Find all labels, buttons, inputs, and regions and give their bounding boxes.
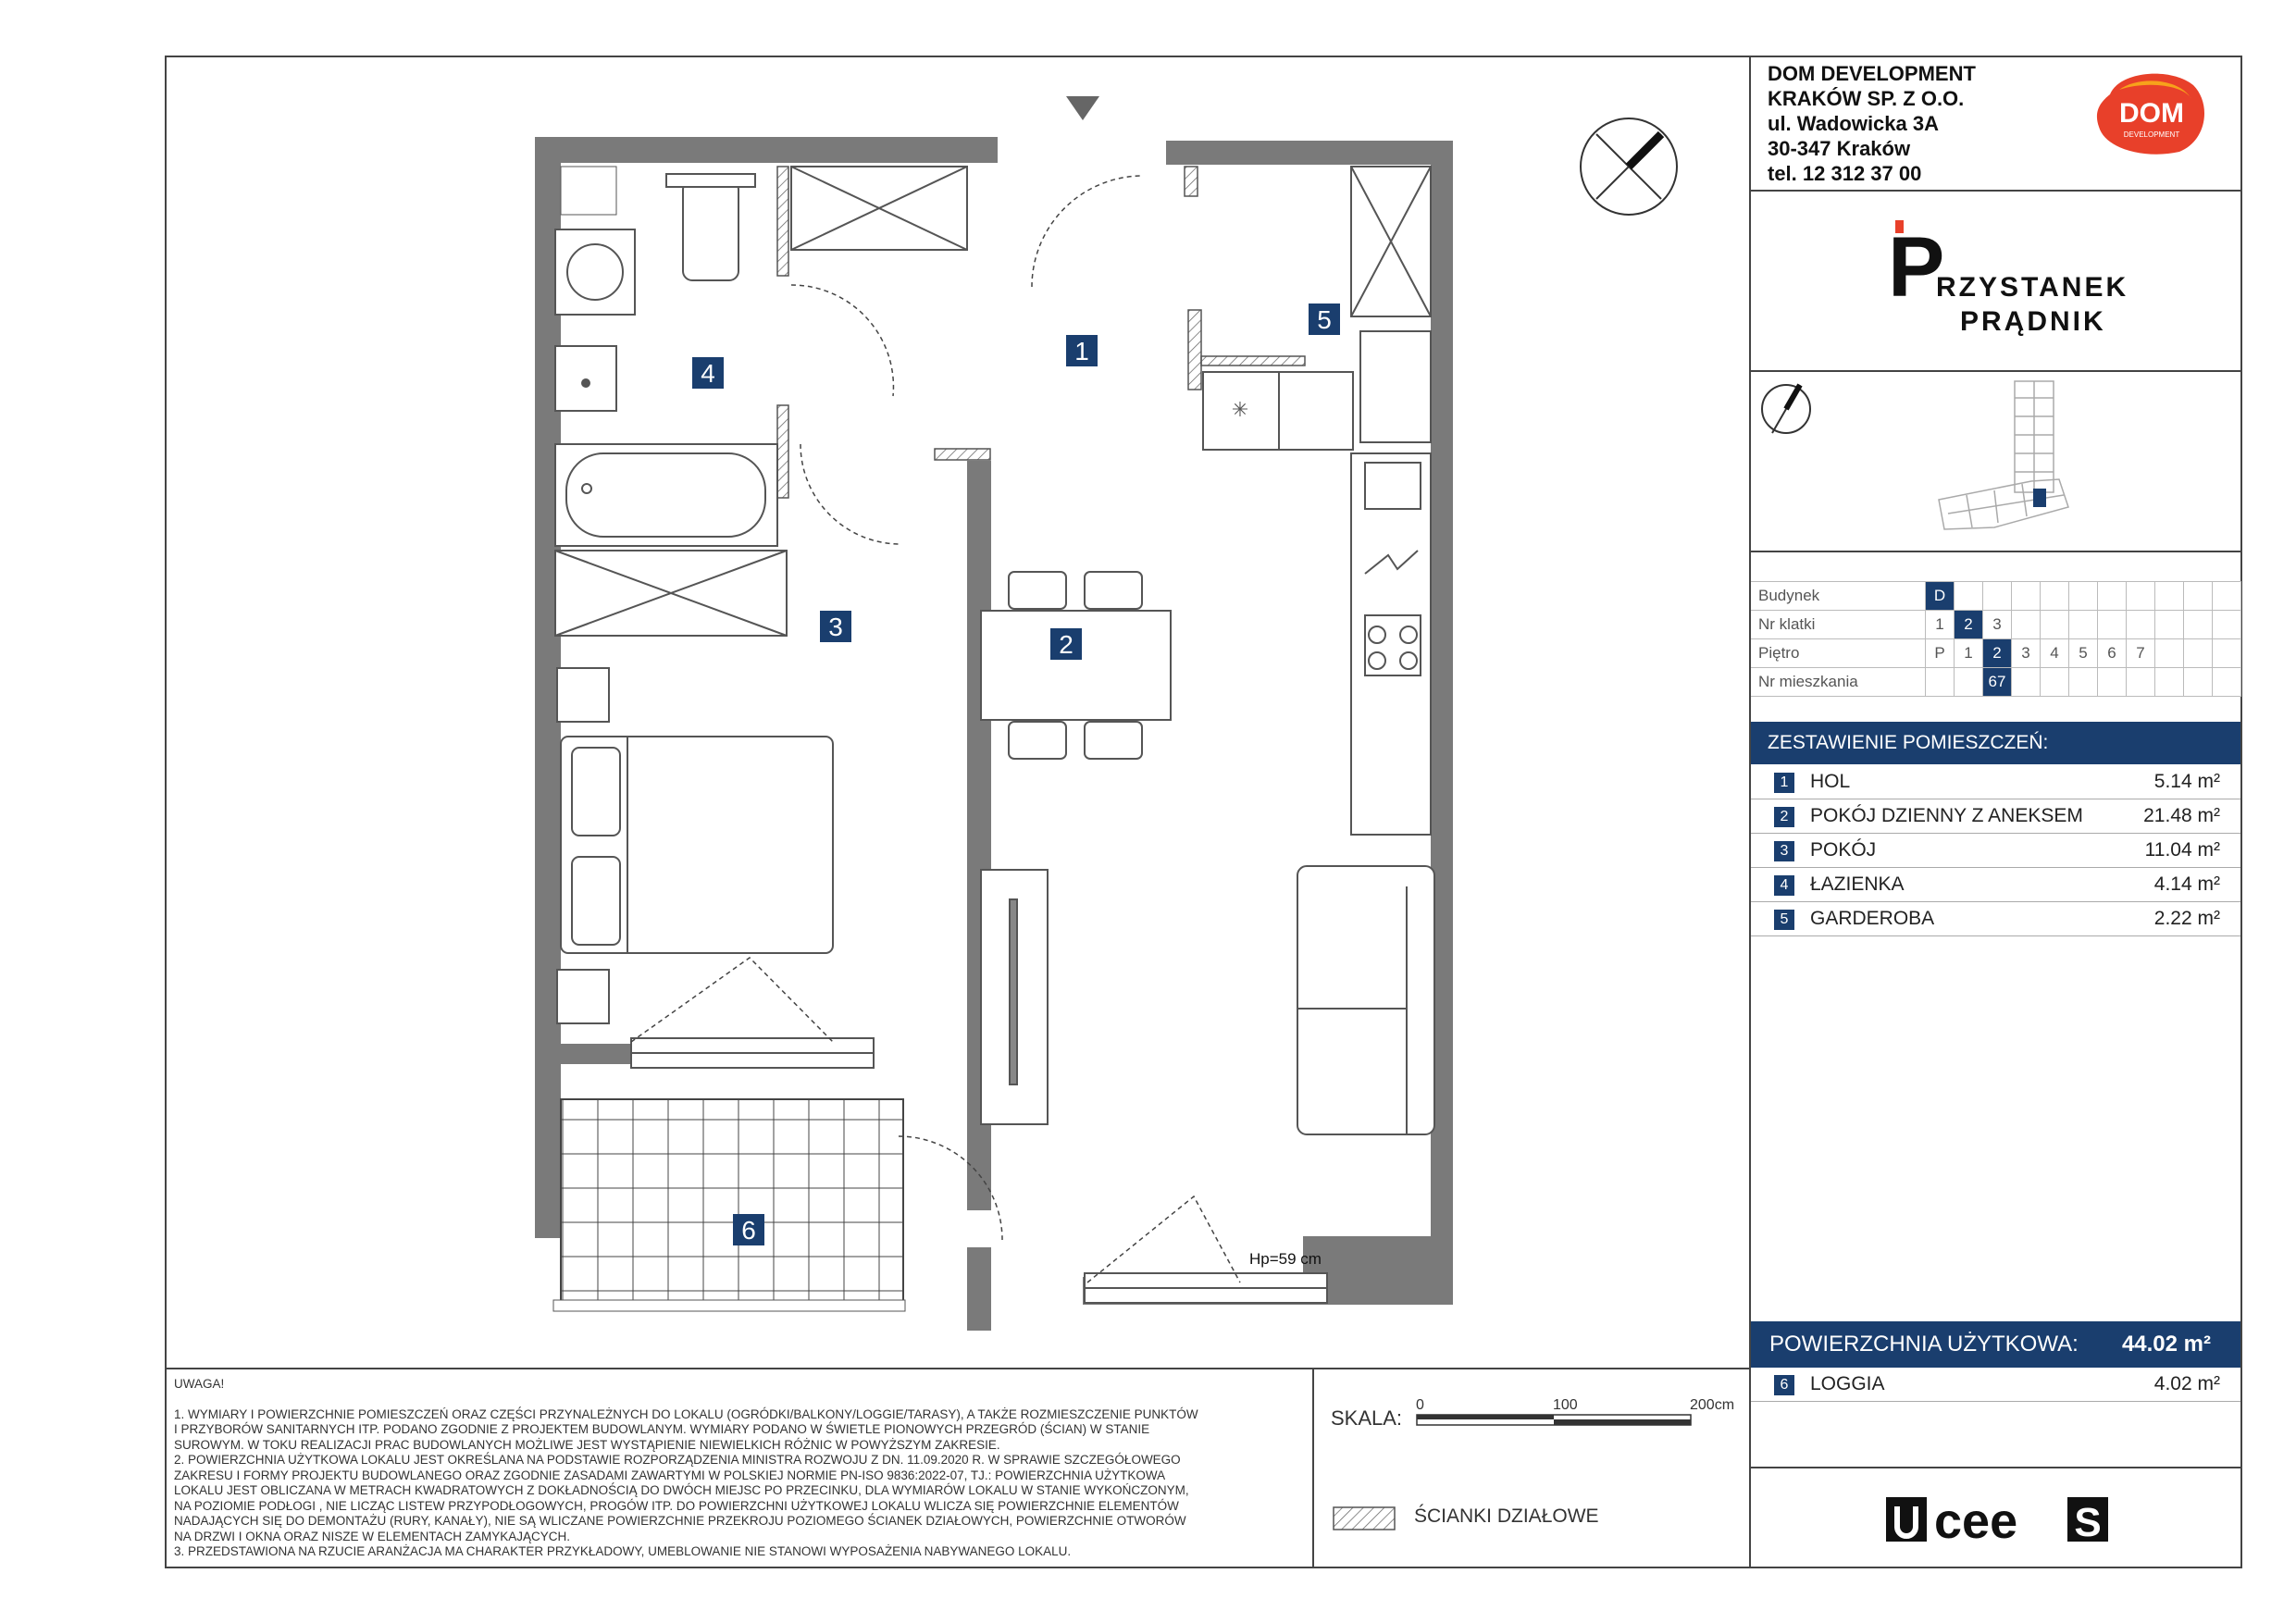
windowsill-height-label: Hp=59 cm <box>1249 1250 1322 1268</box>
dining-table <box>981 572 1171 759</box>
bed <box>557 668 833 1023</box>
note-line: 2. POWIERZCHNIA UŻYTKOWA LOKALU JEST OKREŚLANA NA PODSTAWIE ROZPORZĄDZENIA MINISTRA ROZWOJU Z DN. 11.09.2020 R. W SPRAWIE SZCZEGÓŁOWEGO <box>174 1453 1181 1467</box>
notes <box>174 1377 1285 1560</box>
room-row <box>1751 902 2240 936</box>
mieszkanie-value: 67 <box>1983 668 2012 697</box>
pietro-cell: 7 <box>2127 639 2155 668</box>
pietro-cell: 1 <box>1955 639 1983 668</box>
total-area <box>1751 1321 2240 1368</box>
scale-tick: 100 <box>1553 1397 1578 1413</box>
klatka-cell: 3 <box>1983 611 2012 639</box>
company-phone: tel. 12 312 37 00 <box>1768 162 1922 185</box>
row-mieszkanie <box>1751 668 2241 697</box>
room-name: GARDEROBA <box>1810 908 1935 929</box>
sidebar-rule <box>1749 551 2242 552</box>
svg-text:P: P <box>1888 220 1945 315</box>
bathroom-fixtures <box>555 167 967 636</box>
loggia-row <box>1751 1368 2240 1402</box>
room-number-badge: 3 <box>1774 841 1794 861</box>
scale-tick: 200cm <box>1690 1397 1735 1413</box>
room-name: LOGGIA <box>1810 1373 1885 1394</box>
svg-text:DEVELOPMENT: DEVELOPMENT <box>2123 130 2180 139</box>
room-number-badge: 2 <box>1774 807 1794 827</box>
svg-text:4: 4 <box>701 359 715 388</box>
room-name: POKÓJ <box>1810 839 1877 861</box>
loggia-floor <box>561 1099 903 1305</box>
company-name-2: KRAKÓW SP. Z O.O. <box>1768 87 1965 110</box>
site-map <box>1754 370 2244 551</box>
svg-text:5: 5 <box>1317 305 1332 334</box>
scale-bar <box>1416 1414 1694 1427</box>
sidebar-rule <box>1749 190 2242 192</box>
note-line: NADAJĄCYCH SIĘ DO DEMONTAŻU (RURY, KANAŁY), NIE SĄ WLICZANE POWIERZCHNIE PRZEKROJU POZIOMEGO ŚCIANEK DZIAŁOWYCH, POWIERZCHNIE OTWORÓW <box>174 1514 1186 1528</box>
scale-tick: 0 <box>1416 1397 1424 1413</box>
kitchen-fixtures <box>1203 167 1431 835</box>
svg-text:DOM: DOM <box>2119 98 2184 129</box>
total-area-value: 44.02 m² <box>2121 1332 2211 1357</box>
svg-text:2: 2 <box>1059 630 1074 659</box>
floor-plan <box>527 93 1471 1332</box>
svg-text:3: 3 <box>828 613 843 641</box>
note-line: ZAKRESU I FORMY PROJEKTU BUDOWLANEGO ORAZ ZGODNIE ZASADAMI ZAWARTYMI W POLSKIEJ NORMIE PN-ISO 9836:2022-07, TJ.: POWIERZCHNIA UŻYTKOWA <box>174 1468 1166 1482</box>
legend-label: ŚCIANKI DZIAŁOWE <box>1414 1505 1599 1527</box>
svg-text:RZYSTANEK: RZYSTANEK <box>1936 272 2128 303</box>
svg-text:S: S <box>2074 1500 2102 1545</box>
note-line: I PRZYBORÓW SANITARNYCH ITP. PODANO ZGODNIE Z PROJEKTEM BUDOWLANYM. WYMIARY PODANO W ŚWIETLE PIONOWYCH PRZEGRÓD (ŚCIAN) W STANIE <box>174 1422 1150 1436</box>
svg-text:cee: cee <box>1934 1493 2018 1547</box>
notes-title: UWAGA! <box>174 1377 225 1391</box>
company-street: ul. Wadowicka 3A <box>1768 112 1940 135</box>
loggia-balustrade <box>553 1300 905 1311</box>
location-table <box>1751 581 2241 697</box>
rooms-header: ZESTAWIENIE POMIESZCZEŃ: <box>1751 722 2240 764</box>
note-line: SUROWYM. W TOKU REALIZACJI PRAC BUDOWLANYCH MOŻLIWE JEST WYSTĄPIENIE NIEWIELKICH RÓŻNIC W POWYŻSZYM ZAKRESIE. <box>174 1437 1000 1452</box>
room-area: 21.48 m² <box>2143 805 2220 826</box>
pietro-cell: 6 <box>2098 639 2127 668</box>
pietro-cell-selected: 2 <box>1983 639 2012 668</box>
klatka-cell-selected: 2 <box>1955 611 1983 639</box>
room-number-badge: 6 <box>1774 1375 1794 1395</box>
ucees-logo <box>1886 1492 2108 1547</box>
note-line: 3. PRZEDSTAWIONA NA RZUCIE ARANŻACJA MA CHARAKTER PRZYKŁADOWY, UMEBLOWANIE NIE STANOWI WYPOSAŻENIA NABYWANEGO LOKALU. <box>174 1544 1072 1558</box>
note-line: NA POZIOMIE PODŁOGI , NIE LICZĄC LISTEW PRZYPODŁOGOWYCH, PROGÓW ITP. DO POWIERZCHNI UŻYTKOWEJ LOKALU WLICZA SIĘ POWIERZCHNIE ELEMENTÓW <box>174 1498 1179 1513</box>
room-area: 4.02 m² <box>2153 1373 2220 1394</box>
room-row <box>1751 799 2240 834</box>
dom-development-logo <box>2091 67 2212 159</box>
company-name: DOM DEVELOPMENT <box>1768 62 1976 85</box>
room-number-badge: 4 <box>1774 875 1794 896</box>
row-budynek <box>1751 582 2241 611</box>
room-name: HOL <box>1810 771 1851 792</box>
room-name: POKÓJ DZIENNY Z ANEKSEM <box>1810 805 2083 826</box>
svg-text:PRĄDNIK: PRĄDNIK <box>1960 306 2106 337</box>
note-line: NA DRZWI I OKNA ORAZ NISZE W ELEMENTACH ZAMYKAJĄCYCH. <box>174 1529 571 1543</box>
room-row <box>1751 765 2240 799</box>
pietro-cell: 5 <box>2069 639 2098 668</box>
budynek-value: D <box>1926 582 1955 611</box>
row-pietro <box>1751 639 2241 668</box>
company-address <box>1768 61 1976 186</box>
room-area: 4.14 m² <box>2153 873 2220 895</box>
note-line: 1. WYMIARY I POWIERZCHNIE POMIESZCZEŃ ORAZ CZĘŚCI PRZYNALEŻNYCH DO LOKALU (OGRÓDKI/BALKONY/LOGGIE/TARASY), A TAKŻE ROZMIESZCZENIE PUNKTÓW <box>174 1406 1198 1421</box>
partition-wall-legend-icon <box>1333 1506 1396 1530</box>
total-area-label: POWIERZCHNIA UŻYTKOWA: <box>1769 1332 2079 1357</box>
mieszkanie-label: Nr mieszkania <box>1751 668 1926 697</box>
scale-label: SKALA: <box>1331 1406 1403 1430</box>
company-city: 30-347 Kraków <box>1768 137 1911 160</box>
room-row <box>1751 868 2240 902</box>
room-area: 5.14 m² <box>2153 771 2220 792</box>
svg-text:1: 1 <box>1074 337 1089 365</box>
pietro-label: Piętro <box>1751 639 1926 668</box>
room-row <box>1751 834 2240 868</box>
room-area: 11.04 m² <box>2144 839 2220 861</box>
sofa <box>981 866 1434 1134</box>
budynek-label: Budynek <box>1751 582 1926 611</box>
pietro-cell: P <box>1926 639 1955 668</box>
pietro-cell: 4 <box>2041 639 2069 668</box>
notes-divider <box>165 1368 1751 1369</box>
svg-text:6: 6 <box>741 1216 756 1245</box>
compass-icon <box>1578 116 1680 217</box>
klatka-label: Nr klatki <box>1751 611 1926 639</box>
przystanek-pradnik-logo <box>1888 213 2128 342</box>
room-area: 2.22 m² <box>2153 908 2220 929</box>
room-number-badge: 5 <box>1774 910 1794 930</box>
sidebar-rule <box>1749 1467 2242 1468</box>
pietro-cell: 3 <box>2012 639 2041 668</box>
entrance-arrow-icon <box>1066 96 1099 120</box>
room-number-badge: 1 <box>1774 773 1794 793</box>
row-klatka <box>1751 611 2241 639</box>
room-name: ŁAZIENKA <box>1810 873 1905 895</box>
scale-divider <box>1312 1368 1314 1568</box>
note-line: LOKALU JEST OBLICZANA W METRACH KWADRATOWYCH Z DOKŁADNOŚCIĄ DO DWÓCH MIEJSC PO PRZECINKU, DLA WYMIARÓW LOKALU W STANIE WYKOŃCZONYM, <box>174 1483 1189 1497</box>
svg-text:✳: ✳ <box>1231 398 1249 421</box>
klatka-cell: 1 <box>1926 611 1955 639</box>
